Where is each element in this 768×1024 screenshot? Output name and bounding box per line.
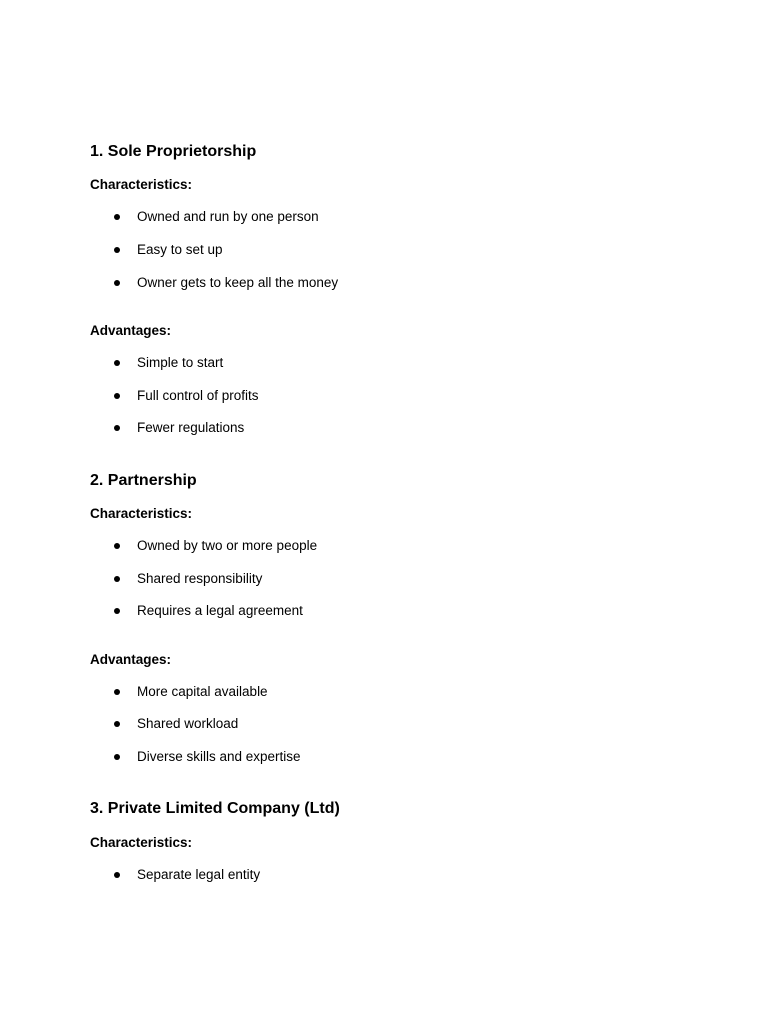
bullet-icon <box>114 689 120 695</box>
bullet-icon <box>114 214 120 220</box>
list-item-text: Requires a legal agreement <box>137 603 303 618</box>
bullet-icon <box>114 393 120 399</box>
characteristics-label: Characteristics: <box>90 177 193 192</box>
bullet-icon <box>114 872 120 878</box>
list-item <box>112 683 268 701</box>
list-item-text: Owned and run by one person <box>137 209 319 224</box>
list-item-text: Shared workload <box>137 716 239 731</box>
list-item-text: Full control of profits <box>137 388 259 403</box>
list-item <box>112 602 303 620</box>
section-title-sole-proprietorship: 1. Sole Proprietorship <box>90 143 257 160</box>
bullet-icon <box>114 247 120 253</box>
list-item <box>112 748 301 766</box>
bullet-icon <box>114 576 120 582</box>
list-item <box>112 387 259 405</box>
advantages-label: Advantages: <box>90 652 172 667</box>
list-item <box>112 354 223 372</box>
characteristics-label: Characteristics: <box>90 506 193 521</box>
list-item-text: Simple to start <box>137 355 224 370</box>
list-item <box>112 241 223 259</box>
list-item <box>112 537 317 555</box>
list-item-text: Owned by two or more people <box>137 538 318 553</box>
bullet-icon <box>114 280 120 286</box>
list-item-text: Easy to set up <box>137 242 223 257</box>
list-item-text: Shared responsibility <box>137 571 263 586</box>
advantages-label: Advantages: <box>90 323 172 338</box>
bullet-icon <box>114 608 120 614</box>
bullet-icon <box>114 360 120 366</box>
list-item-text: Separate legal entity <box>137 867 261 882</box>
bullet-icon <box>114 721 120 727</box>
characteristics-label: Characteristics: <box>90 835 193 850</box>
list-item <box>112 274 338 292</box>
list-item-text: Diverse skills and expertise <box>137 749 301 764</box>
list-item-text: More capital available <box>137 684 268 699</box>
list-item <box>112 715 238 733</box>
section-title-partnership: 2. Partnership <box>90 472 197 489</box>
bullet-icon <box>114 754 120 760</box>
list-item-text: Fewer regulations <box>137 420 245 435</box>
list-item-text: Owner gets to keep all the money <box>137 275 339 290</box>
list-item <box>112 208 319 226</box>
list-item <box>112 866 260 884</box>
bullet-icon <box>114 543 120 549</box>
section-title-private-limited-company: 3. Private Limited Company (Ltd) <box>90 800 340 817</box>
list-item <box>112 570 262 588</box>
bullet-icon <box>114 425 120 431</box>
list-item <box>112 419 244 437</box>
